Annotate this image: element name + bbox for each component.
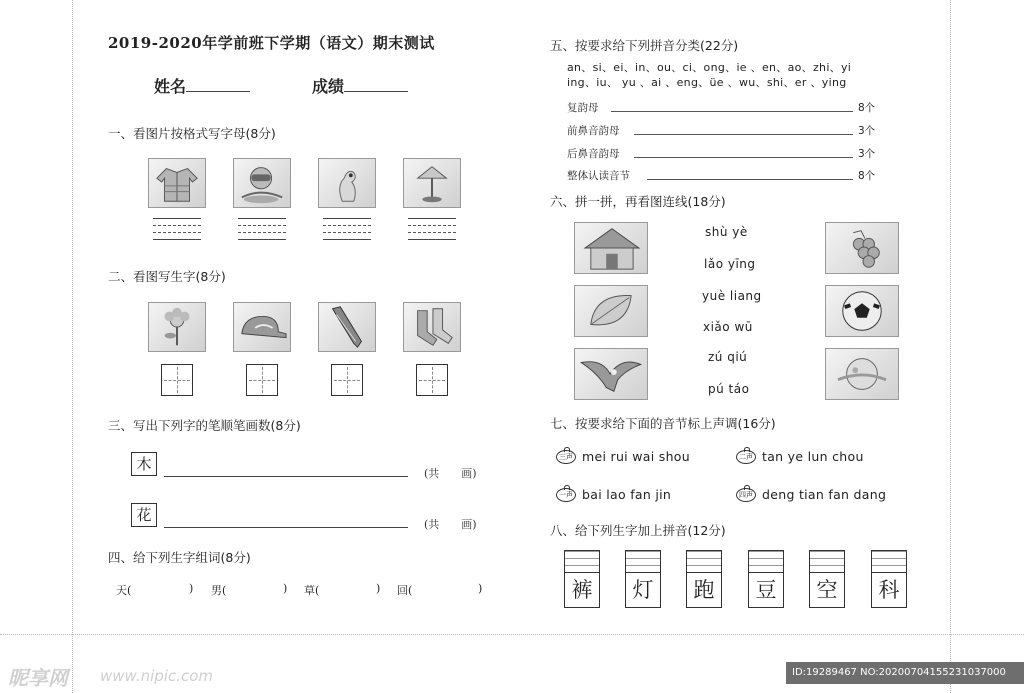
tone-words-3[interactable]: bai lao fan jin [582,487,672,502]
margin-line-bottom [0,634,1024,635]
watermark-id-bar: ID:19289467 NO:20200704155231037000 [786,662,1024,684]
goose-icon [319,159,375,207]
football-icon [826,286,898,336]
socks-icon [404,303,460,351]
category-line-1[interactable] [611,111,853,112]
pen-icon [319,303,375,351]
grapes-icon [826,223,898,273]
name-blank[interactable] [186,78,250,92]
eagle-picture [574,348,648,400]
tian-grid-3[interactable] [331,364,363,396]
tian-grid-2[interactable] [246,364,278,396]
tone-2-icon: 二声 [736,450,756,464]
goose-picture [318,158,376,208]
pinyin-box-5[interactable]: 空 [809,550,845,610]
writing-lines-2[interactable] [238,212,286,242]
flower-icon [149,303,205,351]
word-close-2: ) [283,582,288,595]
category-label-2: 前鼻音韵母 [567,125,620,137]
name-field[interactable] [154,74,250,97]
section-3-heading: 三、写出下列字的笔顺笔画数(8分) [108,418,301,433]
section-2-heading: 二、看图写生字(8分) [108,269,226,284]
pinyin-box-2[interactable]: 灯 [625,550,661,610]
section-4-heading: 四、给下列生字组词(8分) [108,550,251,565]
tone-1-icon: 一声 [556,488,576,502]
lamp-picture [403,158,461,208]
moon-picture [825,348,899,400]
watermark-logo: 昵享网 [8,666,68,690]
lamp-icon [404,159,460,207]
watermark-url: www.nipic.com [100,667,214,685]
tian-grid-1[interactable] [161,364,193,396]
eagle-icon [575,349,647,399]
cap-icon [234,303,290,351]
category-count-3: 3个 [858,148,876,160]
word-close-3: ) [376,582,381,595]
grapes-picture [825,222,899,274]
margin-line-left [72,0,73,693]
score-blank[interactable] [344,78,408,92]
pinyin-list-line-1: an、si、ei、in、ou、ci、ong、ie 、en、ao、zhi、yi [567,61,852,74]
category-line-3[interactable] [634,157,853,158]
section-1-heading: 一、看图片按格式写字母(8分) [108,126,276,141]
category-count-1: 8个 [858,102,876,114]
moon-icon [826,349,898,399]
writing-lines-4[interactable] [408,212,456,242]
name-label: 姓名 [154,77,187,96]
category-line-2[interactable] [634,134,853,135]
word-item-cao[interactable]: 草( [304,584,320,597]
section-6-heading: 六、拼一拼，再看图连线(18分) [550,194,726,209]
tone-words-4[interactable]: deng tian fan dang [762,487,887,502]
writing-lines-3[interactable] [323,212,371,242]
stroke-answer-line-1[interactable] [164,476,408,477]
word-item-tian[interactable]: 天( [116,584,132,597]
category-label-3: 后鼻音韵母 [567,148,620,160]
tian-grid-4[interactable] [416,364,448,396]
pen-picture [318,302,376,352]
page-title: 2019-2020年学前班下学期（语文）期末测试 [108,34,435,52]
match-pinyin-6[interactable]: pú táo [708,382,750,396]
stroke-count-2: (共 画) [424,518,477,531]
pinyin-box-3[interactable]: 跑 [686,550,722,610]
category-label-4: 整体认读音节 [567,170,630,182]
flower-picture [148,302,206,352]
word-item-hui[interactable]: 回( [397,584,413,597]
leaf-picture [574,285,648,337]
word-close-1: ) [189,582,194,595]
section-8-heading: 八、给下列生字加上拼音(12分) [550,523,726,538]
house-picture [574,222,648,274]
leaf-icon [575,286,647,336]
match-pinyin-4[interactable]: xiǎo wū [703,320,753,334]
house-icon [575,223,647,273]
pinyin-box-6[interactable]: 科 [871,550,907,610]
jacket-icon [149,159,205,207]
writing-lines-1[interactable] [153,212,201,242]
match-pinyin-3[interactable]: yuè liang [702,289,762,303]
score-label: 成绩 [312,77,345,96]
pinyin-list-line-2: ing、iu、 yu 、ai 、eng、üe 、wu、shi、er 、ying [567,76,847,89]
stroke-char-1: 木 [131,452,157,476]
section-7-heading: 七、按要求给下面的音节标上声调(16分) [550,416,776,431]
category-line-4[interactable] [647,179,853,180]
margin-line-right [950,0,951,693]
stroke-char-2: 花 [131,503,157,527]
score-field[interactable] [312,74,408,97]
stroke-answer-line-2[interactable] [164,527,408,528]
word-close-4: ) [478,582,483,595]
socks-picture [403,302,461,352]
category-count-2: 3个 [858,125,876,137]
tone-4-icon: 四声 [736,488,756,502]
football-picture [825,285,899,337]
jacket-picture [148,158,206,208]
category-label-1: 复韵母 [567,102,599,114]
pinyin-box-4[interactable]: 豆 [748,550,784,610]
word-item-nan[interactable]: 男( [211,584,227,597]
tone-words-2[interactable]: tan ye lun chou [762,449,864,464]
tone-words-1[interactable]: mei rui wai shou [582,449,690,464]
category-count-4: 8个 [858,170,876,182]
cap-picture [233,302,291,352]
match-pinyin-5[interactable]: zú qiú [708,350,748,364]
section-5-heading: 五、按要求给下列拼音分类(22分) [550,38,739,53]
diver-picture [233,158,291,208]
match-pinyin-1[interactable]: shù yè [705,225,748,239]
pinyin-box-1[interactable]: 裤 [564,550,600,610]
stroke-count-1: (共 画) [424,467,477,480]
match-pinyin-2[interactable]: lǎo yīng [704,257,756,271]
diver-icon [234,159,290,207]
tone-3-icon: 三声 [556,450,576,464]
